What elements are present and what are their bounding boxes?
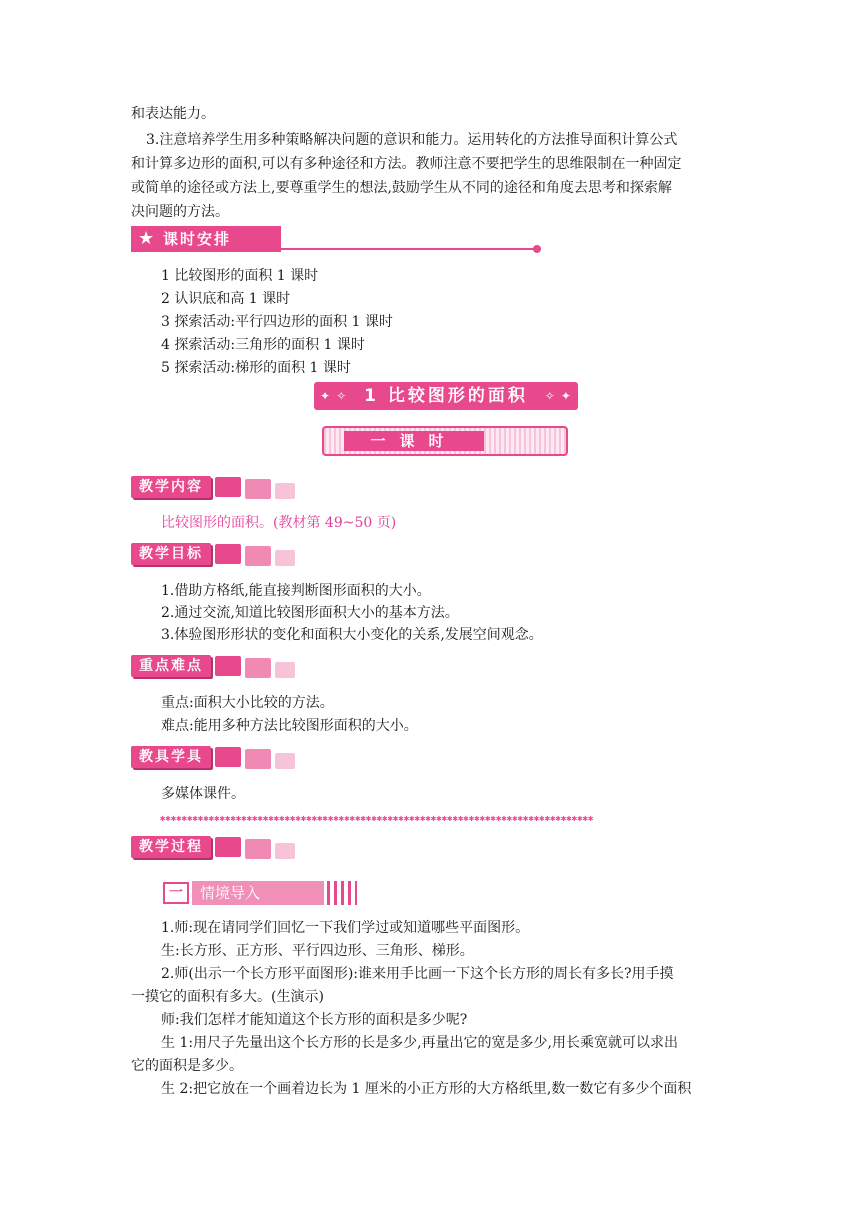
section-heading: 重点难点 (131, 655, 211, 677)
process-line-7: 它的面积是多少。 (131, 1058, 243, 1074)
period-banner (322, 426, 568, 456)
lesson-title: ✦ ✧ 1 比较图形的面积 ✧ ✦ (314, 382, 578, 410)
section-tools (131, 746, 295, 768)
process-line-5: 师:我们怎样才能知道这个长方形的面积是多少呢? (161, 1012, 468, 1028)
intro-line-2: 3.注意培养学生用多种策略解决问题的意识和能力。运用转化的方法推导面积计算公式 (146, 132, 678, 148)
banner-dot (533, 245, 541, 253)
deco-square (275, 662, 295, 678)
section-content (131, 476, 295, 498)
process-line-4: 一摸它的面积有多大。(生演示) (131, 989, 324, 1005)
schedule-banner (131, 226, 411, 252)
schedule-item-5: 5 探索活动:梯形的面积 1 课时 (161, 360, 351, 376)
section-key (131, 655, 295, 677)
deco-square (275, 550, 295, 566)
deco-stripes (327, 881, 357, 905)
content-text: 比较图形的面积。(教材第 49~50 页) (161, 515, 397, 531)
deco-square (245, 839, 271, 859)
section-process (131, 836, 295, 858)
intro-line-4: 或简单的途径或方法上,要尊重学生的想法,鼓励学生从不同的途径和角度去思考和探索解 (131, 180, 672, 196)
process-line-3: 2.师(出示一个长方形平面图形):谁来用手比画一下这个长方形的周长有多长?用手摸 (161, 966, 674, 982)
sparkle-icon: ✦ ✧ (320, 389, 348, 403)
goal-item-2: 2.通过交流,知道比较图形面积大小的基本方法。 (161, 605, 459, 621)
schedule-item-2: 2 认识底和高 1 课时 (161, 291, 291, 307)
deco-square (215, 544, 241, 564)
process-line-6: 生 1:用尺子先量出这个长方形的长是多少,再量出它的宽是多少,用长乘宽就可以求出 (161, 1035, 678, 1051)
section-heading: 教具学具 (131, 746, 211, 768)
schedule-item-1: 1 比较图形的面积 1 课时 (161, 268, 319, 284)
sparkle-icon: ✧ ✦ (544, 389, 572, 403)
deco-square (215, 747, 241, 767)
subsection-header (163, 881, 361, 905)
period-label: 一课时 (344, 431, 484, 451)
goal-item-1: 1.借助方格纸,能直接判断图形面积的大小。 (161, 583, 431, 599)
subsection-number: 一 (163, 882, 189, 904)
section-heading: 教学过程 (131, 836, 211, 858)
process-line-1: 1.师:现在请同学们回忆一下我们学过或知道哪些平面图形。 (161, 920, 530, 936)
tools-text: 多媒体课件。 (161, 786, 245, 802)
banner-rule (281, 248, 535, 250)
subsection-label: 情境导入 (192, 881, 324, 905)
deco-square (275, 843, 295, 859)
dotted-divider: ✱✱✱✱✱✱✱✱✱✱✱✱✱✱✱✱✱✱✱✱✱✱✱✱✱✱✱✱✱✱✱✱✱✱✱✱✱✱✱✱✱✱✱✱✱✱✱✱✱✱✱✱✱✱✱✱✱✱✱✱✱✱✱✱✱✱✱✱✱✱✱✱✱✱✱✱✱✱✱✱ (160, 814, 594, 824)
deco-square (215, 477, 241, 497)
schedule-item-4: 4 探索活动:三角形的面积 1 课时 (161, 337, 365, 353)
deco-square (245, 479, 271, 499)
schedule-item-3: 3 探索活动:平行四边形的面积 1 课时 (161, 314, 393, 330)
key-point: 重点:面积大小比较的方法。 (161, 695, 334, 711)
process-line-8: 生 2:把它放在一个画着边长为 1 厘米的小正方形的大方格纸里,数一数它有多少个面积 (161, 1081, 692, 1097)
process-line-2: 生:长方形、正方形、平行四边形、三角形、梯形。 (161, 943, 474, 959)
intro-line-3: 和计算多边形的面积,可以有多种途径和方法。教师注意不要把学生的思维限制在一种固定 (131, 156, 682, 172)
deco-square (245, 658, 271, 678)
deco-square (245, 546, 271, 566)
deco-square (245, 749, 271, 769)
star-icon: ★ (138, 228, 157, 249)
section-heading: 教学目标 (131, 543, 211, 565)
deco-square (275, 483, 295, 499)
goal-item-3: 3.体验图形形状的变化和面积大小变化的关系,发展空间观念。 (161, 627, 543, 643)
intro-line-1: 和表达能力。 (131, 106, 215, 122)
section-goals (131, 543, 295, 565)
deco-square (215, 656, 241, 676)
difficult-point: 难点:能用多种方法比较图形面积的大小。 (161, 718, 418, 734)
section-heading: 教学内容 (131, 476, 211, 498)
deco-square (215, 837, 241, 857)
schedule-heading: ★ 课时安排 (131, 226, 281, 252)
deco-square (275, 753, 295, 769)
intro-line-5: 决问题的方法。 (131, 204, 229, 220)
